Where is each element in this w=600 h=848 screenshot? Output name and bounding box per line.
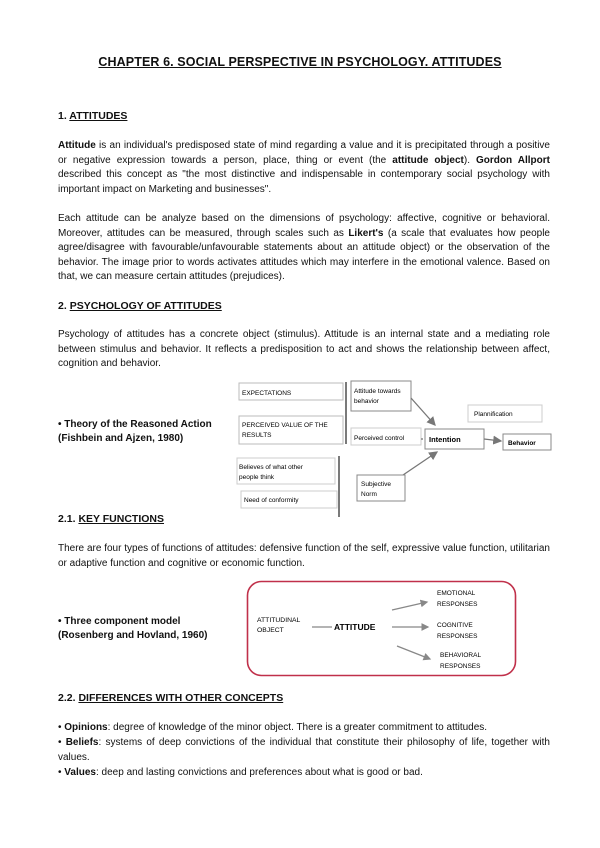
section-number: 2.1.	[58, 513, 76, 525]
emotional-responses-label-1: EMOTIONAL	[437, 590, 476, 597]
theory-authors: (Fishbein and Ajzen, 1980)	[58, 433, 184, 444]
section-2-heading	[58, 300, 222, 312]
section-title: KEY FUNCTIONS	[78, 513, 165, 525]
bullet: •	[58, 722, 65, 733]
cognitive-responses-label-2: RESPONSES	[437, 633, 478, 640]
list-item	[58, 766, 550, 781]
need-conformity-label: Need of conformity	[244, 497, 299, 504]
section-title: PSYCHOLOGY OF ATTITUDES	[69, 300, 222, 312]
emotional-responses-label-2: RESPONSES	[437, 601, 478, 608]
section-title: DIFFERENCES WITH OTHER CONCEPTS	[78, 692, 284, 704]
attitude-definition-paragraph	[58, 139, 550, 197]
concept-text: : deep and lasting convictions and preferences about what is good or bad.	[95, 767, 423, 778]
bold-term: attitude object	[392, 154, 464, 166]
perceived-control-label: Perceived control	[354, 435, 405, 442]
concept-text: : degree of knowledge of the minor object. There is a greater commitment to attitudes.	[107, 722, 488, 733]
believes-label-2: people think	[239, 474, 275, 481]
paragraph-text: is an individual's predisposed state of mind regarding a value and it is precipitated through a positive or negative expression towards a person, place, thing or event (the	[58, 140, 550, 166]
bold-term: Likert's	[348, 227, 384, 239]
attitude-towards-label-2: behavior	[354, 398, 379, 405]
section-2-2-heading	[58, 692, 283, 704]
attitude-measurement-paragraph	[58, 212, 550, 285]
concept-term: Values	[64, 767, 96, 778]
expectations-label: EXPECTATIONS	[242, 390, 292, 397]
attitudinal-object-label-2: OBJECT	[257, 627, 284, 634]
perceived-value-label-1: PERCEIVED VALUE OF THE	[242, 422, 328, 429]
paragraph-text: (a scale that evaluates how people agree/disagree with favourable/unfavourable statements about an attitude object) or the observation of the behavior. The image prior to words activates attitudes which may interfere in the emotional valence. Based on that, we can measure certain attitudes (prejudices).	[58, 227, 550, 283]
model-name: • Three component model	[58, 616, 181, 627]
bold-term: Attitude	[58, 140, 96, 151]
model-label	[58, 615, 207, 643]
bullet: •	[58, 767, 65, 778]
list-item	[58, 736, 550, 765]
subjective-norm-label-1: Subjective	[361, 481, 391, 488]
list-item	[58, 721, 550, 736]
theory-name: • Theory of the Reasoned Action	[58, 419, 212, 430]
believes-label-1: Believes of what other	[239, 464, 303, 471]
model-authors: (Rosenberg and Hovland, 1960)	[58, 630, 208, 641]
paragraph-text: ).	[463, 154, 477, 166]
paragraph-text: Each attitude can be analyze based on the dimensions of psychology: affective, cognitive or behavioral. Moreover, attitudes can be measured, through scales such as	[58, 213, 550, 239]
attitudinal-object-label-1: ATTITUDINAL	[257, 617, 301, 624]
perceived-value-label-2: RESULTS	[242, 432, 272, 439]
perceived-value-box	[239, 416, 343, 444]
subjective-norm-label-2: Norm	[361, 491, 377, 498]
concept-term: Beliefs	[65, 737, 99, 748]
behavior-label: Behavior	[508, 440, 536, 447]
section-number: 2.2.	[58, 692, 76, 704]
intention-label: Intention	[429, 435, 461, 444]
reasoned-action-diagram	[235, 378, 555, 520]
planification-label: Plannification	[474, 411, 513, 418]
key-functions-paragraph: There are four types of functions of attitudes: defensive function of the self, expressive value function, utilitarian or adaptive function and cognitive or economic function.	[58, 543, 550, 569]
behavioral-responses-label-1: BEHAVIORAL	[440, 652, 482, 659]
attitude-towards-label-1: Attitude towards	[354, 388, 401, 395]
three-component-diagram	[246, 580, 518, 678]
arrow-attitude-to-intention	[411, 398, 435, 425]
psychology-paragraph: Psychology of attitudes has a concrete object (stimulus). Attitude is an internal state and a mediating role between stimulus and behavior. It reflects a predisposition to act and shows the relationship between affect, cognition and behavior.	[58, 329, 550, 370]
section-number: 2.	[58, 300, 67, 312]
page-title: CHAPTER 6. SOCIAL PERSPECTIVE IN PSYCHOLOGY. ATTITUDES	[98, 55, 502, 69]
section-2-1-heading	[58, 513, 164, 525]
section-title: ATTITUDES	[69, 110, 128, 122]
bold-term: Gordon Allport	[476, 154, 550, 166]
section-1-heading	[58, 110, 127, 122]
arrow-norm-to-intention	[403, 452, 437, 475]
theory-label	[58, 418, 212, 446]
section-number: 1.	[58, 110, 67, 122]
model-border	[248, 582, 516, 676]
concept-text: : systems of deep convictions of the individual that constitute their philosophy of life, together with values.	[58, 737, 550, 763]
cognitive-responses-label-1: COGNITIVE	[437, 622, 473, 629]
concept-term: Opinions	[64, 722, 108, 733]
bullet: •	[58, 737, 66, 748]
paragraph-text: described this concept as "the most distinctive and indispensable in contemporary social psychology with important impact on Marketing and businesses".	[58, 169, 550, 195]
behavioral-responses-label-2: RESPONSES	[440, 663, 481, 670]
attitude-label: ATTITUDE	[334, 622, 376, 632]
attitude-towards-box	[351, 381, 411, 411]
arrow-intention-to-behavior	[484, 439, 501, 441]
